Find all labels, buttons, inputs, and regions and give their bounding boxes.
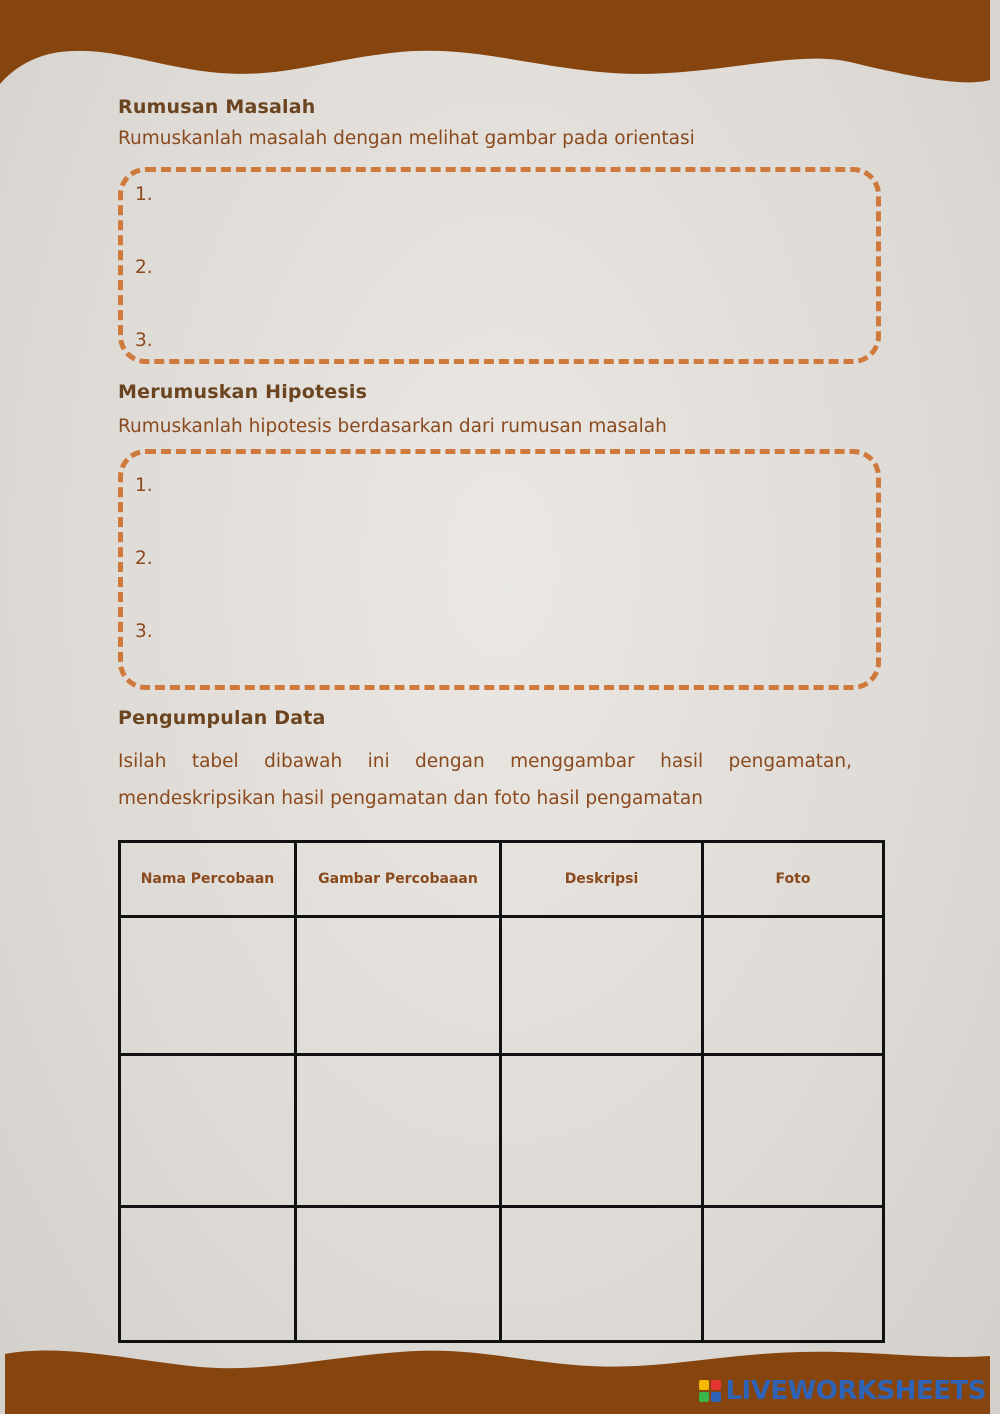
answer-number-3: 3. [135, 330, 153, 351]
rumusan-masalah-answer-box[interactable] [118, 167, 881, 364]
hipotesis-instruction: Rumuskanlah hipotesis berdasarkan dari rumusan masalah [118, 416, 667, 437]
header-deskripsi: Deskripsi [501, 842, 703, 917]
table-cell[interactable] [120, 1207, 296, 1342]
observation-table [118, 840, 885, 1343]
pengumpulan-data-heading: Pengumpulan Data [118, 707, 326, 729]
hipotesis-heading: Merumuskan Hipotesis [118, 381, 368, 403]
liveworksheets-brand: LIVEWORKSHEETS [725, 1376, 986, 1406]
answer-number-1: 1. [135, 184, 153, 205]
header-foto: Foto [703, 842, 884, 917]
rumusan-masalah-instruction: Rumuskanlah masalah dengan melihat gambar pada orientasi [118, 128, 695, 149]
table-cell[interactable] [501, 1207, 703, 1342]
liveworksheets-logo [699, 1376, 986, 1406]
table-cell[interactable] [501, 1055, 703, 1207]
answer-number-1: 1. [135, 475, 153, 496]
table-row [120, 1055, 884, 1207]
answer-number-2: 2. [135, 257, 153, 278]
logo-square-blue [711, 1392, 721, 1402]
table-cell[interactable] [120, 917, 296, 1055]
table-cell[interactable] [703, 1207, 884, 1342]
table-cell[interactable] [296, 1207, 501, 1342]
answer-number-3: 3. [135, 621, 153, 642]
logo-square-yellow [699, 1380, 709, 1390]
table-cell[interactable] [703, 917, 884, 1055]
logo-square-red [711, 1380, 721, 1390]
table-cell[interactable] [703, 1055, 884, 1207]
table-cell[interactable] [296, 917, 501, 1055]
liveworksheets-logo-icon [699, 1380, 721, 1402]
answer-number-2: 2. [135, 548, 153, 569]
header-nama-percobaan: Nama Percobaan [120, 842, 296, 917]
table-row [120, 1207, 884, 1342]
hipotesis-answer-box[interactable] [118, 449, 881, 690]
table-header-row [120, 842, 884, 917]
table-cell[interactable] [501, 917, 703, 1055]
table-row [120, 917, 884, 1055]
logo-square-green [699, 1392, 709, 1402]
top-wave-banner [0, 0, 1000, 90]
table-cell[interactable] [120, 1055, 296, 1207]
header-gambar-percobaan: Gambar Percobaaan [296, 842, 501, 917]
pengumpulan-data-instruction: Isilah tabel dibawah ini dengan menggambar hasil pengamatan, mendeskripsikan hasil pengamatan dan foto hasil pengamatan [118, 751, 852, 809]
rumusan-masalah-heading: Rumusan Masalah [118, 96, 316, 118]
table-cell[interactable] [296, 1055, 501, 1207]
